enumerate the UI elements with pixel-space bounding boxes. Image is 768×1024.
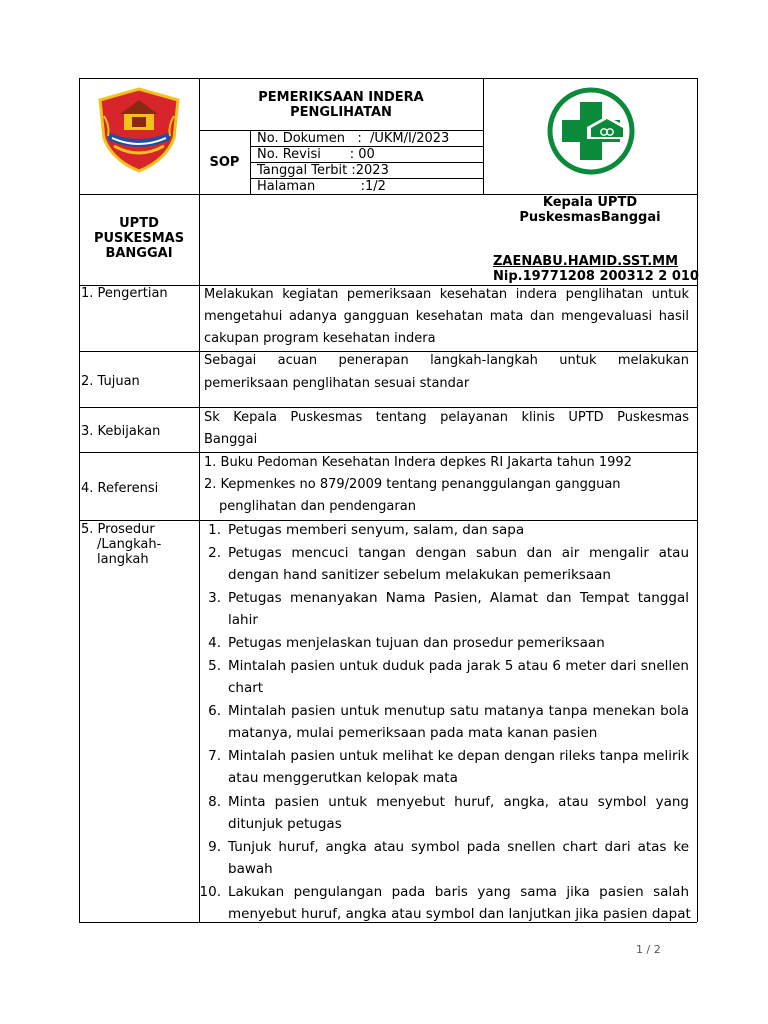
step-text: atau menggerutkan kelopak mata bbox=[228, 770, 458, 786]
step-text: lahir bbox=[228, 612, 258, 628]
signatory-title-line-2: PuskesmasBanggai bbox=[519, 210, 661, 225]
step-number: 9. bbox=[208, 839, 221, 855]
document-title-line-2: PENGLIHATAN bbox=[290, 105, 392, 120]
section-label-prosedur-2: /Langkah- bbox=[97, 537, 162, 552]
signatory-nip: Nip.19771208 200312 2 010 bbox=[493, 269, 699, 284]
org-name-line-1: UPTD bbox=[119, 216, 159, 231]
step-text: Petugas memberi senyum, salam, dan sapa bbox=[228, 522, 525, 538]
tujuan-line-2: pemeriksaan penglihatan sesuai standar bbox=[204, 376, 470, 391]
referensi-line-1: 1. Buku Pedoman Kesehatan Indera depkes RI Jakarta tahun 1992 bbox=[204, 455, 632, 470]
step-text: dengan hand sanitizer sebelum melakukan pemeriksaan bbox=[228, 567, 611, 583]
section-label-tujuan: 2. Tujuan bbox=[81, 374, 140, 389]
step-text: ditunjuk petugas bbox=[228, 816, 342, 832]
step-text: matanya, mulai pemeriksaan pada mata kanan pasien bbox=[228, 725, 598, 741]
page-indicator: 1 / 2 bbox=[636, 943, 661, 956]
step-number: 10. bbox=[199, 884, 221, 900]
pengertian-line-2: mengetahui adanya gangguan kesehatan mata dan mengevaluasi hasil bbox=[204, 309, 689, 324]
section-label-kebijakan: 3. Kebijakan bbox=[81, 424, 161, 439]
regional-emblem-icon bbox=[94, 86, 184, 174]
section-label-pengertian: 1. Pengertian bbox=[81, 286, 168, 301]
step-number: 8. bbox=[208, 794, 221, 810]
doc-number: No. Dokumen : /UKM/I/2023 bbox=[257, 131, 450, 146]
step-text: Mintalah pasien untuk duduk pada jarak 5 atau 6 meter dari snellen bbox=[228, 658, 689, 674]
doc-issue-date: Tanggal Terbit :2023 bbox=[257, 163, 389, 178]
step-text: Mintalah pasien untuk melihat ke depan dengan rileks tanpa melirik bbox=[228, 748, 690, 764]
step-text: Lakukan pengulangan pada baris yang sama jika pasien salah bbox=[228, 884, 689, 900]
kebijakan-line-1: Sk Kepala Puskesmas tentang pelayanan klinis UPTD Puskesmas bbox=[204, 410, 689, 425]
kebijakan-line-2: Banggai bbox=[204, 432, 258, 447]
document-title-line-1: PEMERIKSAAN INDERA bbox=[258, 90, 424, 105]
referensi-line-2: 2. Kepmenkes no 879/2009 tentang penanggulangan gangguan bbox=[204, 477, 621, 492]
puskesmas-logo-icon bbox=[547, 87, 635, 175]
step-text: Petugas menanyakan Nama Pasien, Alamat dan Tempat tanggal bbox=[228, 590, 689, 606]
doc-revision: No. Revisi : 00 bbox=[257, 147, 375, 162]
pengertian-line-3: cakupan program kesehatan indera bbox=[204, 331, 436, 346]
sop-label: SOP bbox=[209, 155, 240, 170]
step-number: 1. bbox=[208, 522, 221, 538]
tujuan-line-1: Sebagai acuan penerapan langkah-langkah untuk melakukan bbox=[204, 353, 689, 368]
step-number: 3. bbox=[208, 590, 221, 606]
step-number: 5. bbox=[208, 658, 221, 674]
step-number: 6. bbox=[208, 703, 221, 719]
step-text: chart bbox=[228, 680, 264, 696]
step-text: Petugas menjelaskan tujuan dan prosedur pemeriksaan bbox=[228, 635, 605, 651]
step-text: Tunjuk huruf, angka atau symbol pada snellen chart dari atas ke bbox=[228, 839, 689, 855]
step-number: 7. bbox=[208, 748, 221, 764]
step-text: Minta pasien untuk menyebut huruf, angka, atau symbol yang bbox=[228, 794, 689, 810]
signatory-name: ZAENABU.HAMID.SST.MM bbox=[493, 254, 679, 269]
section-label-prosedur-3: langkah bbox=[97, 552, 149, 567]
signatory-title-line-1: Kepala UPTD bbox=[542, 195, 638, 210]
org-name-line-2: PUSKESMAS bbox=[93, 231, 185, 246]
step-text: menyebut huruf, angka atau symbol dan lanjutkan jika pasien dapat bbox=[228, 906, 691, 922]
step-text: bawah bbox=[228, 861, 273, 877]
step-text: Petugas mencuci tangan dengan sabun dan air mengalir atau bbox=[228, 545, 689, 561]
step-number: 2. bbox=[208, 545, 221, 561]
step-number: 4. bbox=[208, 635, 221, 651]
org-name-line-3: BANGGAI bbox=[105, 246, 173, 261]
referensi-line-3: penglihatan dan pendengaran bbox=[219, 499, 416, 514]
doc-page: Halaman :1/2 bbox=[257, 179, 386, 194]
step-text: Mintalah pasien untuk menutup satu matanya tanpa menekan bola bbox=[228, 703, 689, 719]
pengertian-line-1: Melakukan kegiatan pemeriksaan kesehatan indera penglihatan untuk bbox=[204, 287, 689, 302]
section-label-referensi: 4. Referensi bbox=[81, 481, 159, 496]
section-label-prosedur-1: 5. Prosedur bbox=[81, 522, 155, 537]
